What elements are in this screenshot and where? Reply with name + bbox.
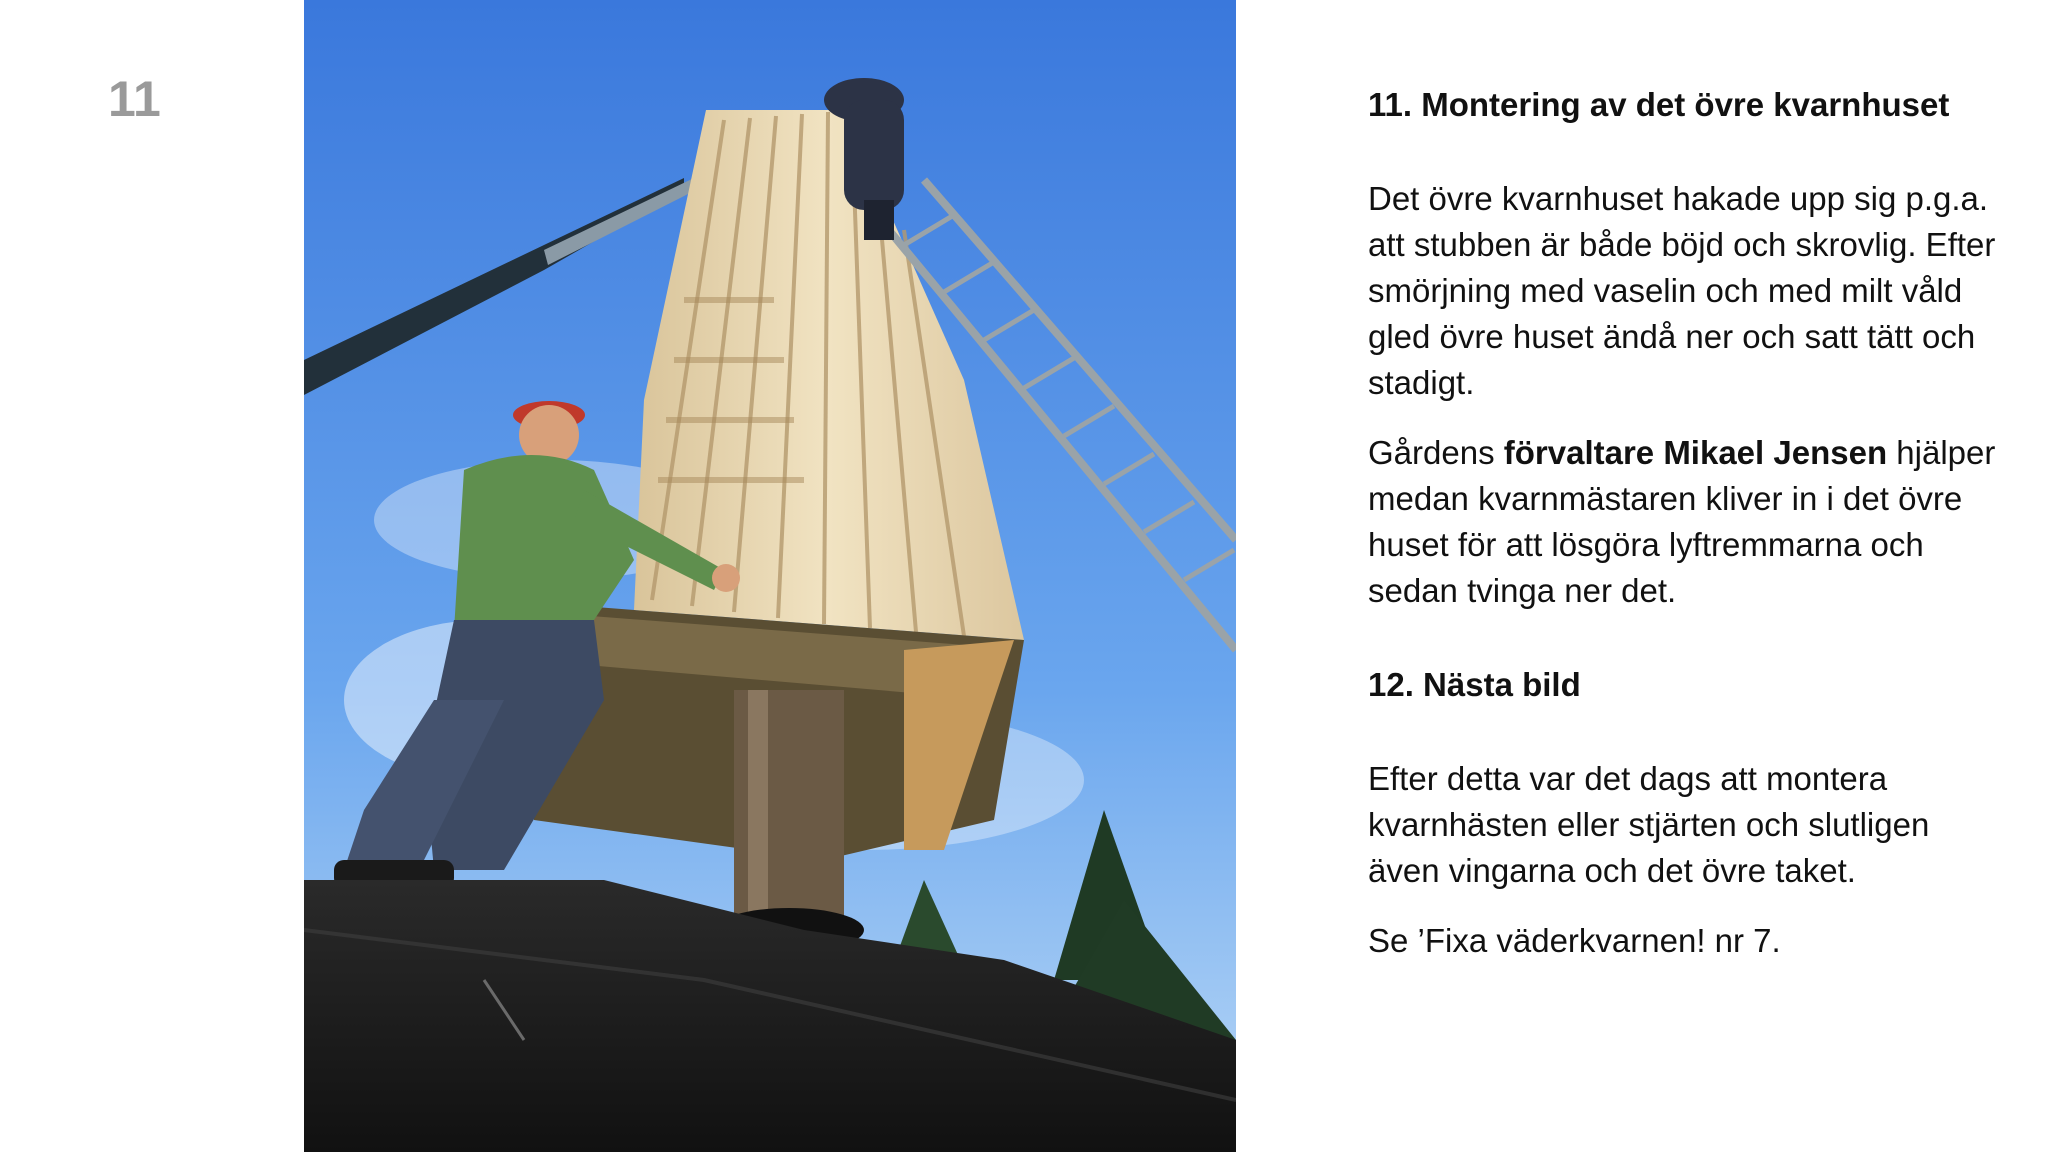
paragraph-2-suffix: hjälper medan kvarnmästaren kliver in i det övre huset för att lösgöra lyftremmarna och sedan tvinga ner det. xyxy=(1368,434,1996,609)
text-column xyxy=(1368,82,2008,964)
windmill-photo xyxy=(304,0,1236,1152)
paragraph-2-prefix: Gårdens xyxy=(1368,434,1504,471)
section-heading-11: 11. Montering av det övre kvarnhuset xyxy=(1368,86,1950,123)
paragraph-2-bold: förvaltare Mikael Jensen xyxy=(1503,434,1888,471)
paragraph-3: Efter detta var det dags att montera kvarnhästen eller stjärten och slutligen även vingarna och det övre taket. xyxy=(1368,760,1930,889)
paragraph-2 xyxy=(1368,430,2008,614)
paragraph-1: Det övre kvarnhuset hakade upp sig p.g.a. att stubben är både böjd och skrovlig. Efter smörjning med vaselin och med milt våld gled övre huset ändå ner och satt tätt och stadigt. xyxy=(1368,180,1996,401)
slide-number: 11 xyxy=(108,71,161,127)
windmill-photo-illustration xyxy=(304,0,1236,1152)
paragraph-4: Se ’Fixa väderkvarnen! nr 7. xyxy=(1368,922,1781,959)
section-heading-12: 12. Nästa bild xyxy=(1368,666,1581,703)
